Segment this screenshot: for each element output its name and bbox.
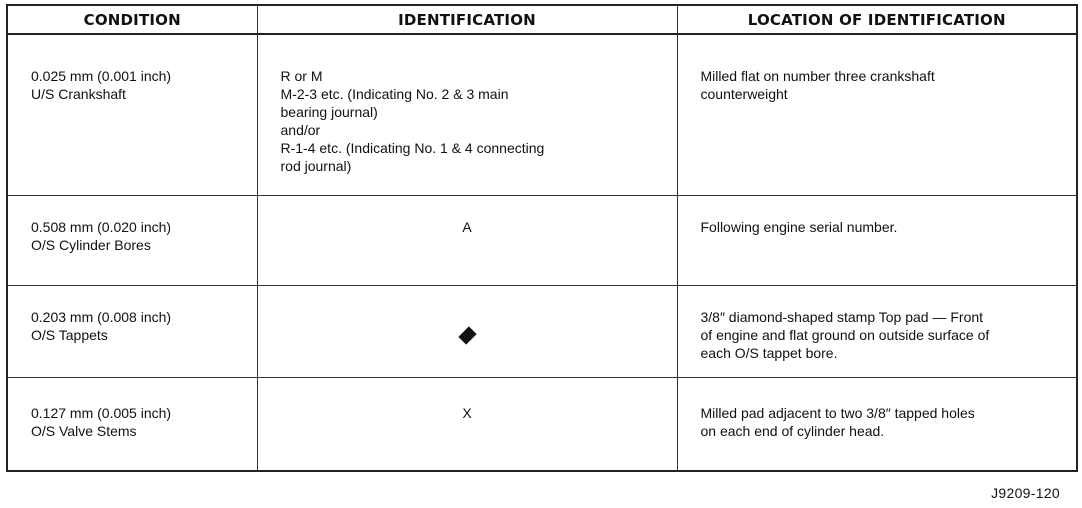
diamond-stamp-icon: [458, 326, 476, 344]
location-line: counterweight: [700, 86, 788, 102]
identification-mark: X: [462, 404, 472, 421]
identification-table: [6, 4, 1078, 472]
identification-cell: [257, 377, 677, 471]
identification-line: M-2-3 etc. (Indicating No. 2 & 3 main: [280, 86, 509, 102]
condition-part: U/S Crankshaft: [31, 86, 126, 102]
condition-size: 0.508 mm (0.020 inch): [31, 218, 172, 235]
location-cell: [677, 195, 1077, 285]
location-line: on each end of cylinder head.: [700, 422, 885, 439]
identification-cell: [257, 285, 677, 377]
location-cell: [677, 377, 1077, 471]
identification-line: and/or: [280, 122, 321, 138]
location-line: 3/8″ diamond-shaped stamp Top pad — Front: [700, 308, 984, 325]
table-row: [7, 285, 1077, 377]
condition-part: O/S Valve Stems: [31, 422, 137, 439]
identification-line: R-1-4 etc. (Indicating No. 1 & 4 connecting: [280, 140, 545, 156]
condition-cell: [7, 377, 257, 471]
condition-size: 0.025 mm (0.001 inch): [31, 68, 172, 84]
table-row: [7, 34, 1077, 195]
condition-part: O/S Cylinder Bores: [31, 236, 151, 253]
condition-cell: [7, 195, 257, 285]
location-line: each O/S tappet bore.: [700, 344, 838, 361]
header-condition: CONDITION: [7, 5, 257, 34]
condition-cell: [7, 34, 257, 195]
identification-cell: [257, 195, 677, 285]
table-row: [7, 195, 1077, 285]
location-cell: [677, 285, 1077, 377]
identification-cell: [257, 34, 677, 195]
condition-cell: [7, 285, 257, 377]
identification-mark: A: [462, 218, 472, 235]
identification-line: bearing journal): [280, 104, 378, 120]
location-cell: [677, 34, 1077, 195]
condition-size: 0.203 mm (0.008 inch): [31, 308, 172, 325]
identification-line: R or M: [280, 68, 323, 84]
figure-id: J9209-120: [991, 485, 1060, 501]
condition-size: 0.127 mm (0.005 inch): [31, 404, 172, 421]
location-line: Milled pad adjacent to two 3/8″ tapped holes: [700, 404, 975, 421]
location-line: of engine and flat ground on outside surface of: [700, 326, 990, 343]
location-line: Milled flat on number three crankshaft: [700, 68, 935, 84]
condition-part: O/S Tappets: [31, 326, 108, 343]
location-line: Following engine serial number.: [700, 218, 898, 235]
header-location: LOCATION OF IDENTIFICATION: [677, 5, 1077, 34]
header-row: [7, 5, 1077, 34]
header-identification: IDENTIFICATION: [257, 5, 677, 34]
identification-line: rod journal): [280, 158, 352, 174]
table-row: [7, 377, 1077, 471]
